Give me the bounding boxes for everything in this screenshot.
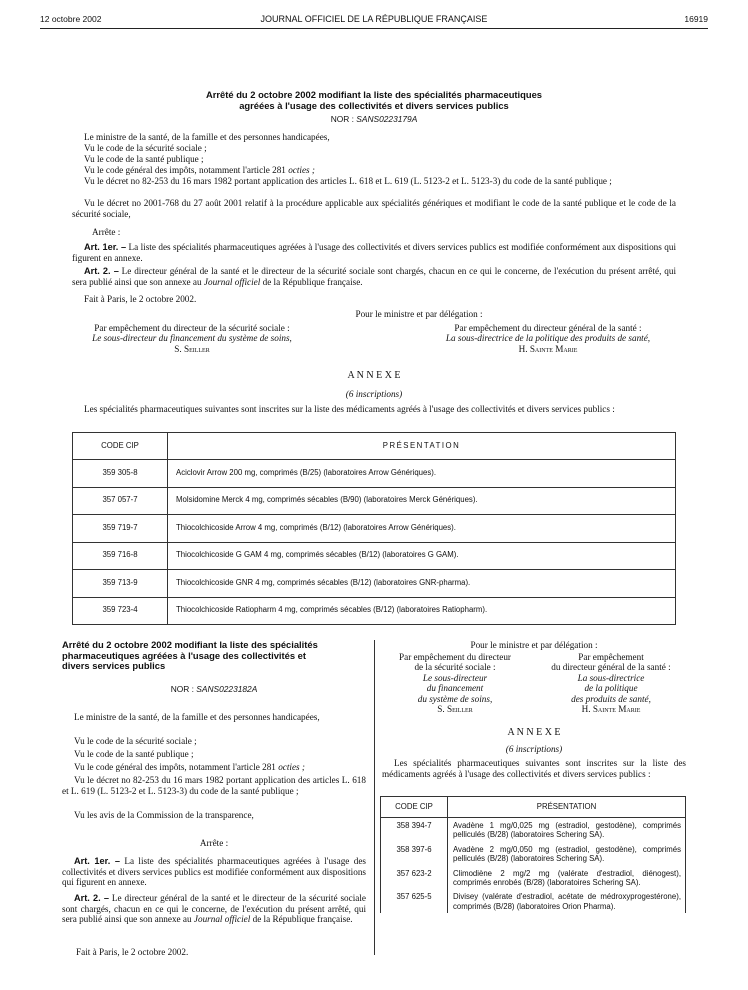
arrete2-sig-right-line3: La sous-directrice bbox=[577, 672, 645, 683]
arrete2-sig-right-line1: Par empêchement bbox=[578, 652, 644, 662]
arrete1-art2-italic: Journal officiel bbox=[203, 276, 261, 287]
arrete1-art1-label: Art. 1er. – bbox=[84, 242, 127, 252]
presentation-cell: Aciclovir Arrow 200 mg, comprimés (B/25) (laboratoires Arrow Génériques). bbox=[168, 460, 676, 488]
presentation-cell: Thiocolchicoside G GAM 4 mg, comprimés sécables (B/12) (laboratoires G GAM). bbox=[168, 542, 676, 570]
arrete1-nor-label: NOR : bbox=[330, 114, 354, 124]
presentation-cell: Thiocolchicoside Ratiopharm 4 mg, comprimés sécables (B/12) (laboratoires Ratiopharm). bbox=[168, 597, 676, 625]
arrete2-article2 bbox=[62, 893, 366, 925]
cip-code-cell: 359 716-8 bbox=[73, 542, 168, 570]
arrete1-sig-left-line1: Par empêchement du directeur de la sécurité sociale : bbox=[94, 323, 290, 333]
table-row bbox=[73, 515, 676, 543]
presentation-cell: Thiocolchicoside GNR 4 mg, comprimés sécables (B/12) (laboratoires GNR-pharma). bbox=[168, 570, 676, 598]
column-divider bbox=[374, 640, 375, 955]
arrete1-pour: Pour le ministre et par délégation : bbox=[355, 309, 483, 319]
cip-code-cell: 358 397-6 bbox=[381, 842, 448, 866]
cip-code-cell: 359 305-8 bbox=[73, 460, 168, 488]
arrete2-vu5: Vu les avis de la Commission de la transparence, bbox=[74, 810, 254, 820]
arrete2-art1-label: Art. 1er. – bbox=[74, 856, 120, 866]
arrete1-signature-right bbox=[410, 323, 686, 354]
page-header bbox=[40, 14, 708, 26]
arrete2-art2-italic: Journal officiel bbox=[193, 914, 251, 925]
arrete2-pour: Pour le ministre et par délégation : bbox=[470, 640, 598, 650]
arrete1-sig-right-line2: La sous-directrice de la politique des produits de santé, bbox=[445, 333, 651, 344]
arrete1-sig-right-line1: Par empêchement du directeur général de la santé : bbox=[454, 323, 642, 333]
arrete2-minister: Le ministre de la santé, de la famille et des personnes handicapées, bbox=[74, 712, 320, 722]
arrete1-nor bbox=[0, 114, 748, 125]
cip-code-cell: 357 623-2 bbox=[381, 866, 448, 890]
arrete1-vu1: Vu le code de la sécurité sociale ; bbox=[84, 143, 207, 153]
arrete2-vu3-text: Vu le code général des impôts, notamment l'article 281 bbox=[74, 762, 276, 772]
arrete2-nor-code: SANS0223182A bbox=[196, 684, 258, 694]
arrete2-title-line3: divers services publics bbox=[62, 660, 166, 671]
table-row bbox=[381, 866, 686, 890]
arrete1-nor-code: SANS0223179A bbox=[356, 114, 418, 124]
cip-code-cell: 358 394-7 bbox=[381, 818, 448, 842]
arrete2-art2-text-a: Le directeur général de la santé et le directeur de la sécurité sociale sont chargés, chacun en ce qui le concerne, de l'exécution du présent arrêté, qui sera publié ainsi que son annexe au bbox=[62, 893, 366, 925]
arrete1-title-line1: Arrêté du 2 octobre 2002 modifiant la liste des spécialités pharmaceutiques bbox=[205, 89, 543, 100]
arrete1-sig-right-name: H. Sainte Marie bbox=[518, 343, 578, 354]
arrete2-vu4: Vu le décret no 82-253 du 16 mars 1982 portant application des articles L. 618 et L. 619 (L. 5123-2 et L. 5123-3) du code de la santé publique ; bbox=[62, 775, 366, 796]
arrete2-title bbox=[62, 640, 366, 672]
arrete1-vu5: Vu le décret no 2001-768 du 27 août 2001 relatif à la procédure applicable aux spécialités génériques et modifiant le code de la santé publique et le code de la sécurité sociale, bbox=[72, 198, 676, 219]
arrete2-art2-text-b: de la République française. bbox=[252, 914, 353, 925]
cip-code-cell: 359 713-9 bbox=[73, 570, 168, 598]
table-row bbox=[73, 460, 676, 488]
arrete1-art2-text-b: de la République française. bbox=[262, 276, 363, 287]
column-header-code: CODE CIP bbox=[381, 797, 448, 818]
column-header-code: CODE CIP bbox=[73, 433, 168, 460]
arrete1-table bbox=[72, 432, 676, 625]
table-row bbox=[381, 818, 686, 842]
arrete2-vu1: Vu le code de la sécurité sociale ; bbox=[74, 736, 197, 746]
arrete1-minister: Le ministre de la santé, de la famille et des personnes handicapées, bbox=[84, 132, 330, 142]
column-header-presentation: PRÉSENTATION bbox=[168, 433, 676, 460]
arrete1-arrete: Arrête : bbox=[92, 227, 121, 237]
arrete1-article1 bbox=[72, 242, 676, 263]
arrete2-art2-label: Art. 2. – bbox=[74, 893, 109, 903]
header-rule bbox=[40, 28, 708, 29]
arrete2-sig-left-line3: Le sous-directeur bbox=[422, 672, 488, 683]
presentation-cell: Climodiène 2 mg/2 mg (valérate d'estradiol, diénogest), comprimés enrobés (B/28) (laboratoires Schering SA). bbox=[448, 866, 686, 890]
arrete1-sig-left-line2: Le sous-directeur du financement du système de soins, bbox=[92, 333, 292, 344]
column-header-presentation: PRÉSENTATION bbox=[448, 797, 686, 818]
cip-code-cell: 359 719-7 bbox=[73, 515, 168, 543]
table-header-row bbox=[381, 797, 686, 818]
arrete2-table bbox=[380, 796, 686, 913]
arrete2-fait: Fait à Paris, le 2 octobre 2002. bbox=[76, 947, 189, 957]
arrete2-sig-left-line2: de la sécurité sociale : bbox=[414, 662, 496, 673]
arrete1-vu2: Vu le code de la santé publique ; bbox=[84, 154, 204, 164]
cip-code-cell: 359 723-4 bbox=[73, 597, 168, 625]
cip-code-cell: 357 625-5 bbox=[381, 889, 448, 913]
presentation-cell: Avadène 2 mg/0,050 mg (estradiol, gestodène), comprimés pelliculés (B/28) (laboratoires Schering SA). bbox=[448, 842, 686, 866]
arrete2-sig-left-line4: du financement bbox=[426, 683, 484, 694]
arrete2-vu3-italic: octies ; bbox=[278, 762, 305, 772]
arrete2-sig-left-line1: Par empêchement du directeur bbox=[399, 652, 511, 662]
arrete1-title bbox=[70, 90, 678, 111]
cip-code-cell: 357 057-7 bbox=[73, 487, 168, 515]
header-date: 12 octobre 2002 bbox=[40, 14, 102, 24]
arrete2-sig-right-line4: de la politique bbox=[584, 683, 638, 694]
arrete2-annexe-count: (6 inscriptions) bbox=[505, 744, 563, 754]
presentation-cell: Divisey (valérate d'estradiol, acétate de médroxyprogestérone), comprimés (B/28) (laboratoires Orion Pharma). bbox=[448, 889, 686, 913]
arrete2-nor bbox=[62, 684, 366, 695]
arrete1-vu3-text: Vu le code général des impôts, notamment l'article 281 bbox=[84, 165, 286, 175]
arrete2-sig-right-line5: des produits de santé, bbox=[571, 693, 651, 704]
arrete2-annexe-intro: Les spécialités pharmaceutiques suivantes sont inscrites sur la liste des médicaments agréés à l'usage des collectivités et divers services publics : bbox=[382, 758, 686, 779]
table-row bbox=[381, 889, 686, 913]
table-row bbox=[73, 597, 676, 625]
arrete2-sig-right-line2: du directeur général de la santé : bbox=[551, 662, 671, 673]
arrete1-title-line2: agréées à l'usage des collectivités et divers services publics bbox=[239, 99, 509, 111]
presentation-cell: Thiocolchicoside Arrow 4 mg, comprimés (B/12) (laboratoires Arrow Génériques). bbox=[168, 515, 676, 543]
arrete2-sig-left-line5: du système de soins, bbox=[417, 693, 493, 704]
arrete1-vu3 bbox=[72, 165, 676, 176]
arrete1-fait: Fait à Paris, le 2 octobre 2002. bbox=[84, 294, 197, 304]
arrete2-art1-text: La liste des spécialités pharmaceutiques agréées à l'usage des collectivités et divers services publics est modifiée conformément aux dispositions qui figurent en annexe. bbox=[62, 856, 366, 888]
table-row bbox=[73, 570, 676, 598]
table-row bbox=[73, 487, 676, 515]
arrete1-art2-label: Art. 2. – bbox=[84, 266, 119, 276]
arrete1-annexe-heading: A N N E X E bbox=[347, 370, 401, 381]
arrete2-signature-right bbox=[530, 652, 692, 714]
table-row bbox=[381, 842, 686, 866]
arrete2-vu3 bbox=[62, 762, 366, 773]
arrete2-vu2: Vu le code de la santé publique ; bbox=[74, 749, 194, 759]
arrete2-signature-left bbox=[380, 652, 530, 714]
arrete2-sig-right-name: H. Sainte Marie bbox=[581, 704, 641, 715]
arrete1-annexe-intro: Les spécialités pharmaceutiques suivantes sont inscrites sur la liste des médicaments agréés à l'usage des collectivités et divers services publics : bbox=[84, 404, 615, 414]
arrete1-art2-text-a: Le directeur général de la santé et le directeur de la sécurité sociale sont chargés, chacun en ce qui le concerne, de l'exécution du présent arrêté, qui sera publié ainsi que son annexe au bbox=[72, 266, 677, 287]
arrete1-vu3-italic: octies ; bbox=[288, 165, 315, 175]
arrete2-title-line2: pharmaceutiques agréées à l'usage des collectivités et bbox=[62, 649, 307, 661]
table-header-row bbox=[73, 433, 676, 460]
arrete1-sig-left-name: S. Seiller bbox=[174, 343, 210, 354]
arrete1-vu4: Vu le décret no 82-253 du 16 mars 1982 portant application des articles L. 618 et L. 619 (L. 5123-2 et L. 5123-3) du code de la santé publique ; bbox=[84, 176, 612, 186]
arrete1-art1-text: La liste des spécialités pharmaceutiques agréées à l'usage des collectivités et divers services publics est modifiée conformément aux dispositions qui figurent en annexe. bbox=[72, 242, 677, 263]
arrete2-article1 bbox=[62, 856, 366, 888]
arrete2-arrete: Arrête : bbox=[199, 838, 229, 848]
arrete2-annexe-heading: A N N E X E bbox=[507, 727, 561, 738]
arrete2-nor-label: NOR : bbox=[170, 684, 194, 694]
header-page-number: 16919 bbox=[684, 14, 708, 24]
arrete2-title-line1: Arrêté du 2 octobre 2002 modifiant la liste des spécialités bbox=[62, 639, 318, 650]
arrete1-signature-left bbox=[62, 323, 322, 354]
arrete1-annexe-count: (6 inscriptions) bbox=[345, 389, 403, 399]
arrete1-article2 bbox=[72, 266, 676, 287]
header-journal-title: JOURNAL OFFICIEL DE LA RÉPUBLIQUE FRANÇAISE bbox=[260, 14, 488, 24]
presentation-cell: Avadène 1 mg/0,025 mg (estradiol, gestodène), comprimés pelliculés (B/28) (laboratoires Schering SA). bbox=[448, 818, 686, 842]
table-row bbox=[73, 542, 676, 570]
arrete2-sig-left-name: S. Seiller bbox=[437, 704, 473, 715]
presentation-cell: Molsidomine Merck 4 mg, comprimés sécables (B/90) (laboratoires Merck Génériques). bbox=[168, 487, 676, 515]
